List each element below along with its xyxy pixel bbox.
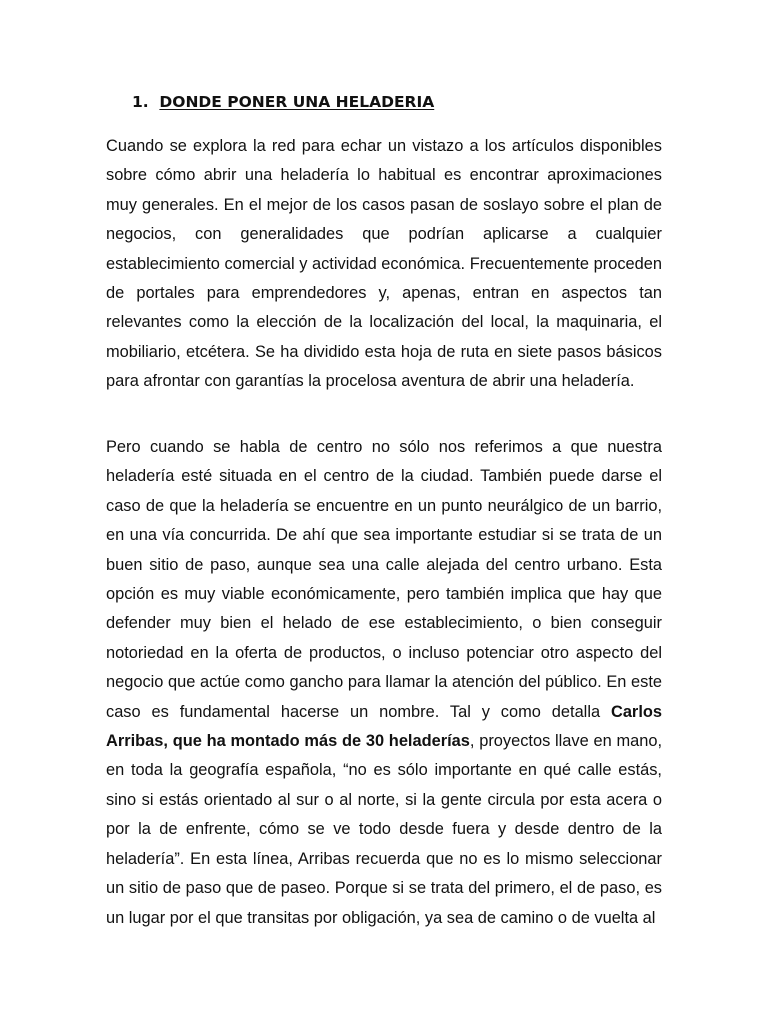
paragraph bbox=[106, 132, 662, 397]
section-title: DONDE PONER UNA HELADERIA bbox=[159, 93, 435, 111]
paragraph-text: Cuando se explora la red para echar un vistazo a los artículos disponibles sobre cómo abrir una heladería lo habitual es encontrar aproximaciones muy generales. En el mejor de los casos pasan de soslayo sobre el plan de negocios, con generalidades que podrían aplicarse a cualquier establecimiento comercial y actividad económica. Frecuentemente proceden de portales para emprendedores y, apenas, entran en aspectos tan relevantes como la elección de la localización del local, la maquinaria, el mobiliario, etcétera. Se ha dividido esta hoja de ruta en siete pasos básicos para afrontar con garantías la procelosa aventura de abrir una heladería. bbox=[106, 137, 662, 391]
paragraph bbox=[106, 433, 662, 933]
section-heading bbox=[132, 93, 434, 111]
paragraph-text: Pero cuando se habla de centro no sólo nos referimos a que nuestra heladería esté situada en el centro de la ciudad. También puede darse el caso de que la heladería se encuentre en un punto neurálgico de un barrio, en una vía concurrida. De ahí que sea importante estudiar si se trata de un buen sitio de paso, aunque sea una calle alejada del centro urbano. Esta opción es muy viable económicamente, pero también implica que hay que defender muy bien el helado de ese establecimiento, o bien conseguir notoriedad en la oferta de productos, o incluso potenciar otro aspecto del negocio que actúe como gancho para llamar la atención del público. En este caso es fundamental hacerse un nombre. Tal y como detalla bbox=[106, 438, 662, 721]
highlighted-text: Carlos Arribas, que ha montado más de 30 heladerías bbox=[106, 702, 662, 751]
section-number: 1. bbox=[132, 93, 149, 111]
paragraph-text-continued: , proyectos llave en mano, en toda la geografía española, “no es sólo importante en qué calle estás, sino si estás orientado al sur o al norte, si la gente circula por esta acera o por la de enfrente, cómo se ve todo desde fuera y desde dentro de la heladería”. En esta línea, Arribas recuerda que no es lo mismo seleccionar un sitio de paso que de paseo. Porque si se trata del primero, el de paso, es un lugar por el que transitas por obligación, ya sea de camino o de vuelta al bbox=[106, 732, 663, 927]
